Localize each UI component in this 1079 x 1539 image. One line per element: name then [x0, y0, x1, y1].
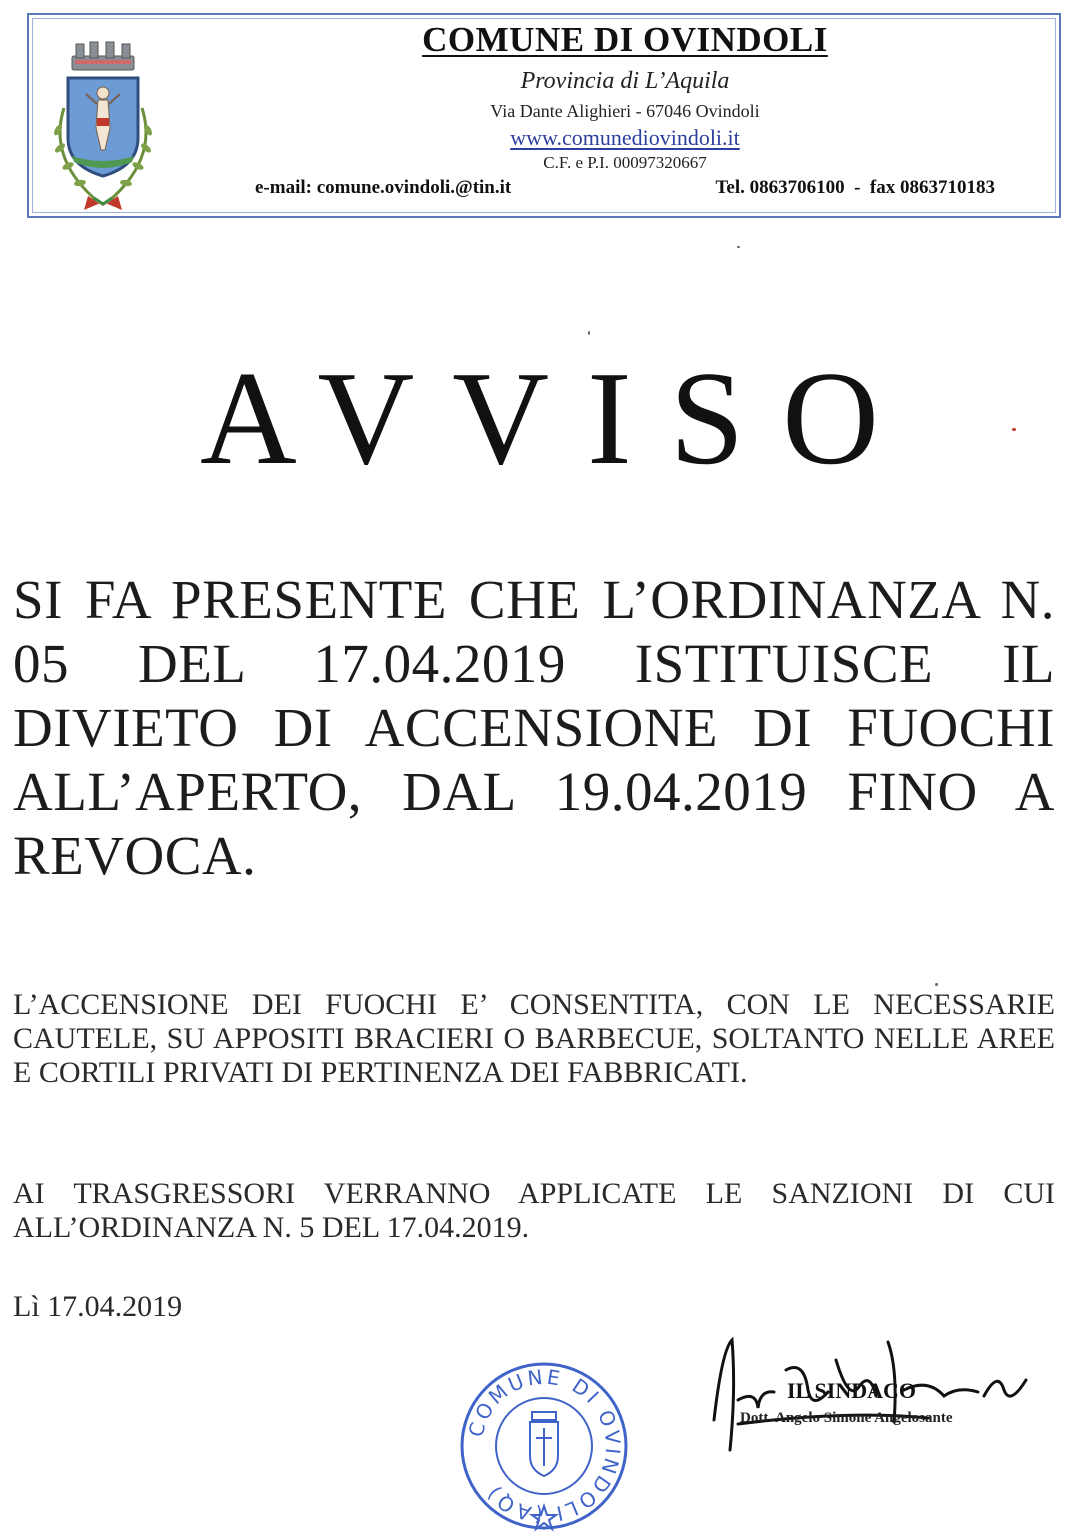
municipality-title: COMUNE DI OVINDOLI: [422, 20, 828, 59]
province-line: Provincia di L’Aquila: [520, 68, 730, 94]
phone-number: Tel. 0863706100: [715, 177, 845, 198]
signatory-title: IL SINDACO: [787, 1378, 916, 1403]
notice-paragraph-permitted-fires: L’ACCENSIONE DEI FUOCHI E’ CONSENTITA, CON LE NECESSARIE CAUTELE, SU APPOSITI BRACIERI O BARBECUE, SOLTANTO NELLE AREE E CORTILI PRIVATI DI PERTINENZA DEI FABBRICATI.: [13, 988, 1055, 1089]
email-label: e-mail:: [255, 177, 312, 198]
notice-paragraph-sanctions: AI TRASGRESSORI VERRANNO APPLICATE LE SANZIONI DI CUI ALL’ORDINANZA N. 5 DEL 17.04.2019.: [13, 1177, 1055, 1244]
contact-line: [255, 177, 995, 199]
tax-code-line: C.F. e P.I. 00097320667: [543, 153, 707, 172]
fax-number: fax 0863710183: [869, 177, 995, 198]
notice-date: Lì 17.04.2019: [13, 1290, 183, 1323]
website-link[interactable]: www.comunediovindoli.it: [510, 125, 740, 150]
contact-separator: -: [854, 177, 861, 198]
notice-main-text: SI FA PRESENTE CHE L’ORDINANZA N. 05 DEL 17.04.2019 ISTITUISCE IL DIVIETO DI ACCENSIONE DI FUOCHI ALL’APERTO, DAL 19.04.2019 FINO A REVOCA.: [13, 569, 1055, 886]
municipal-stamp-icon: [458, 1360, 630, 1532]
email-address[interactable]: comune.ovindoli.@tin.it: [316, 177, 512, 198]
scan-speck: [588, 331, 590, 335]
scan-speck: [737, 246, 740, 248]
email-group: [255, 177, 511, 199]
scan-speck: [935, 983, 938, 986]
signatory-name: Dott. Angelo Simone Angelosante: [740, 1410, 953, 1426]
address-line: Via Dante Alighieri - 67046 Ovindoli: [490, 101, 760, 121]
scan-speck: [1012, 428, 1016, 431]
coat-of-arms-icon: [42, 38, 162, 213]
phone-fax-group: [715, 177, 995, 199]
contact-spacer: [583, 177, 643, 199]
notice-heading: AVVISO: [200, 344, 917, 492]
stamp-text: COMUNE DI OVINDOLI (AQ): [463, 1364, 626, 1528]
